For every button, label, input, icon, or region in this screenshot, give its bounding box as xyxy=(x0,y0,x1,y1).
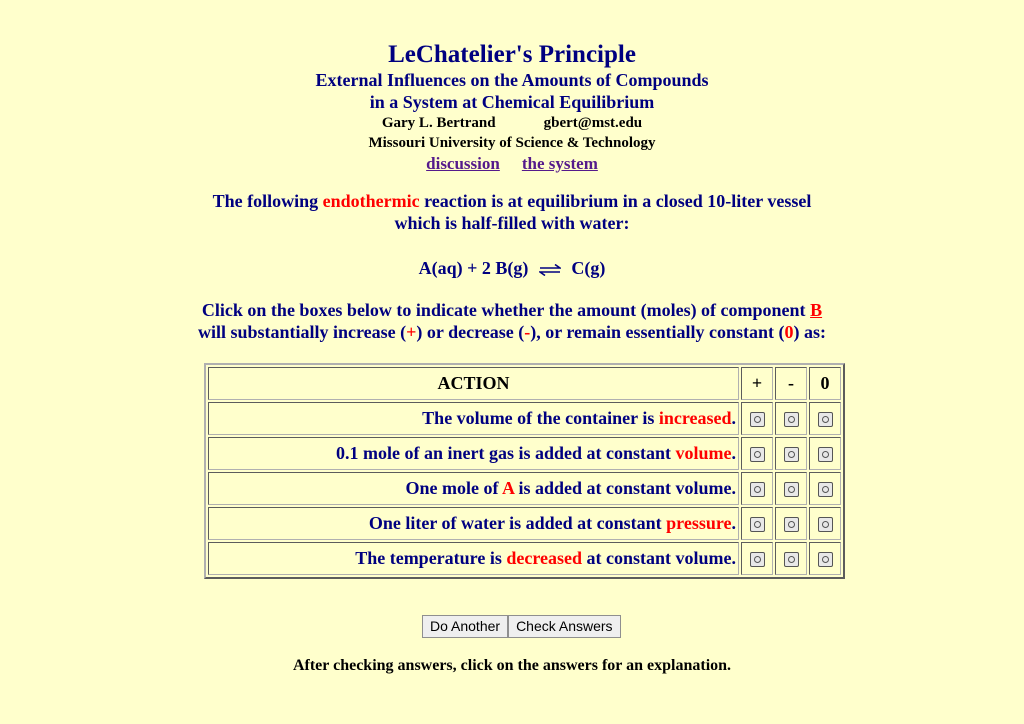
table-row xyxy=(208,542,841,575)
action-column-header: ACTION xyxy=(208,367,739,400)
instructions xyxy=(0,299,1024,343)
action-text: at constant volume. xyxy=(582,548,736,568)
plus-box[interactable] xyxy=(741,507,773,540)
checkbox-icon[interactable] xyxy=(750,517,765,532)
action-text: . xyxy=(731,513,736,533)
author-row xyxy=(0,113,1024,133)
instructions-part: will substantially increase ( xyxy=(197,322,407,342)
page-title: LeChatelier's Principle xyxy=(388,41,636,68)
action-cell xyxy=(208,507,739,540)
checkbox-icon[interactable] xyxy=(750,552,765,567)
minus-symbol: - xyxy=(524,322,531,342)
action-text: One liter of water is added at constant xyxy=(368,513,667,533)
reaction-equation xyxy=(0,257,1024,281)
endothermic-highlight: endothermic xyxy=(322,191,420,211)
instructions-part: ), or remain essentially constant ( xyxy=(530,322,785,342)
university: Missouri University of Science & Technology xyxy=(368,135,656,151)
checkbox-icon[interactable] xyxy=(818,412,833,427)
action-text: . xyxy=(731,443,736,463)
plus-box[interactable] xyxy=(741,437,773,470)
header-links xyxy=(0,153,1024,175)
checkbox-icon[interactable] xyxy=(818,517,833,532)
minus-box[interactable] xyxy=(775,472,807,505)
equilibrium-arrows-icon xyxy=(539,259,561,281)
zero-box[interactable] xyxy=(809,542,841,575)
zero-column-header: 0 xyxy=(809,367,841,400)
equation-left: A(aq) + 2 B(g) xyxy=(418,258,529,278)
checkbox-icon[interactable] xyxy=(750,412,765,427)
checkbox-icon[interactable] xyxy=(818,552,833,567)
header xyxy=(0,40,1024,175)
checkbox-icon[interactable] xyxy=(750,482,765,497)
actions-table xyxy=(204,363,845,579)
action-text: is added at constant volume. xyxy=(513,478,736,498)
zero-box[interactable] xyxy=(809,437,841,470)
zero-box[interactable] xyxy=(809,402,841,435)
instructions-part: ) or decrease ( xyxy=(416,322,525,342)
the-system-link[interactable]: the system xyxy=(521,154,598,173)
action-highlight: increased xyxy=(658,408,732,428)
zero-box[interactable] xyxy=(809,507,841,540)
instructions-part: ) as: xyxy=(793,322,827,342)
checkbox-icon[interactable] xyxy=(818,482,833,497)
checkbox-icon[interactable] xyxy=(750,447,765,462)
minus-box[interactable] xyxy=(775,507,807,540)
plus-box[interactable] xyxy=(741,402,773,435)
instructions-part: Click on the boxes below to indicate whether the amount (moles) of component xyxy=(201,300,811,320)
action-cell xyxy=(208,472,739,505)
action-text: One mole of xyxy=(405,478,502,498)
intro-part: The following xyxy=(212,191,323,211)
checkbox-icon[interactable] xyxy=(784,482,799,497)
table-row xyxy=(208,437,841,470)
component-b-link[interactable]: B xyxy=(810,300,823,320)
minus-box[interactable] xyxy=(775,542,807,575)
subtitle-line-1: External Influences on the Amounts of Compounds xyxy=(315,70,709,90)
button-row xyxy=(422,615,621,638)
action-text: . xyxy=(731,408,736,428)
minus-box[interactable] xyxy=(775,437,807,470)
do-another-button[interactable]: Do Another xyxy=(422,615,508,638)
action-cell xyxy=(208,402,739,435)
discussion-link[interactable]: discussion xyxy=(426,154,500,173)
action-highlight: volume xyxy=(675,443,732,463)
minus-column-header: - xyxy=(775,367,807,400)
checkbox-icon[interactable] xyxy=(784,552,799,567)
intro-line-2: which is half-filled with water: xyxy=(394,213,630,233)
action-text: 0.1 mole of an inert gas is added at constant xyxy=(335,443,676,463)
check-answers-button[interactable]: Check Answers xyxy=(508,615,620,638)
footer-note: After checking answers, click on the answers for an explanation. xyxy=(292,657,732,674)
intro-text xyxy=(0,190,1024,234)
author-email: gbert@mst.edu xyxy=(543,115,643,131)
table-row xyxy=(208,472,841,505)
action-cell xyxy=(208,542,739,575)
checkbox-icon[interactable] xyxy=(784,412,799,427)
zero-symbol: 0 xyxy=(784,322,794,342)
action-text: The temperature is xyxy=(355,548,507,568)
checkbox-icon[interactable] xyxy=(784,517,799,532)
subtitle-line-2: in a System at Chemical Equilibrium xyxy=(369,92,655,112)
action-cell xyxy=(208,437,739,470)
zero-box[interactable] xyxy=(809,472,841,505)
checkbox-icon[interactable] xyxy=(818,447,833,462)
plus-box[interactable] xyxy=(741,542,773,575)
table-row xyxy=(208,402,841,435)
action-highlight: pressure xyxy=(666,513,732,533)
equation-right: C(g) xyxy=(571,258,606,278)
table-header-row xyxy=(208,367,841,400)
action-highlight: A xyxy=(501,478,514,498)
author-name: Gary L. Bertrand xyxy=(381,115,496,131)
minus-box[interactable] xyxy=(775,402,807,435)
intro-part: reaction is at equilibrium in a closed 10-liter vessel xyxy=(419,191,812,211)
plus-box[interactable] xyxy=(741,472,773,505)
plus-column-header: + xyxy=(741,367,773,400)
table-row xyxy=(208,507,841,540)
action-highlight: decreased xyxy=(506,548,582,568)
checkbox-icon[interactable] xyxy=(784,447,799,462)
action-text: The volume of the container is xyxy=(422,408,659,428)
plus-symbol: + xyxy=(406,322,417,342)
